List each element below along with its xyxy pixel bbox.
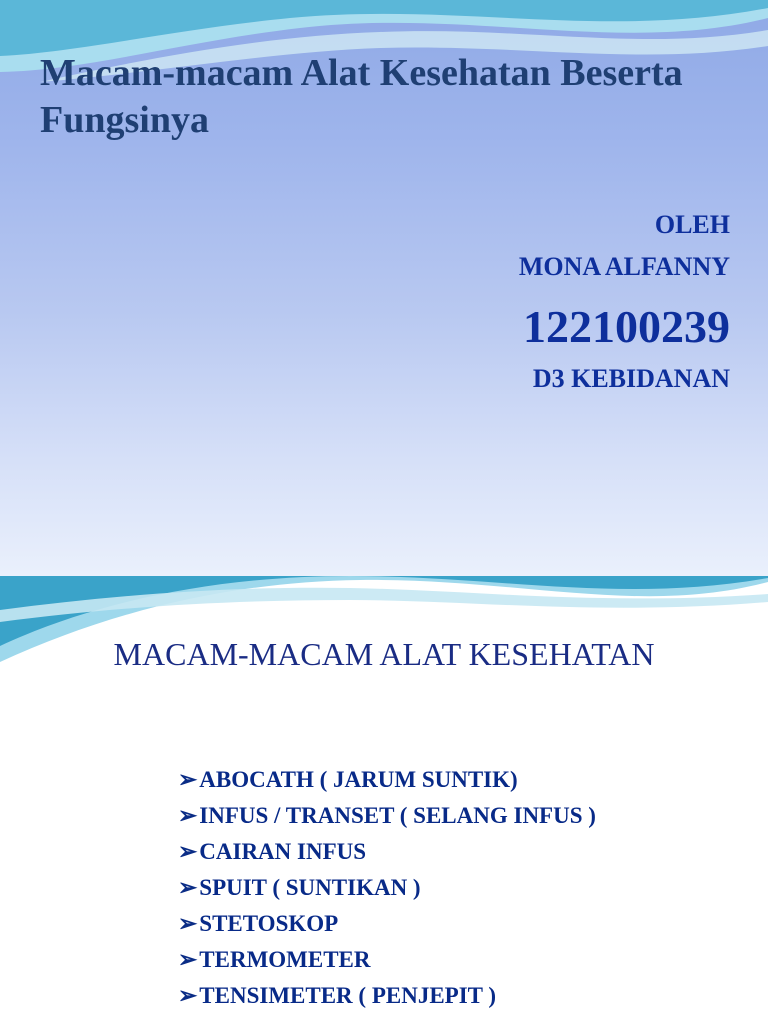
study-program: D3 KEBIDANAN <box>532 364 730 393</box>
presentation-title: Macam-macam Alat Kesehatan Beserta Fungsinya <box>40 52 683 141</box>
arrow-bullet-icon: ➢ <box>178 803 198 828</box>
list-item <box>178 762 596 798</box>
list-heading: MACAM-MACAM ALAT KESEHATAN <box>113 636 655 672</box>
arrow-bullet-icon: ➢ <box>178 911 198 936</box>
list-slide <box>0 576 768 1024</box>
arrow-bullet-icon: ➢ <box>178 983 198 1008</box>
list-item <box>178 870 596 906</box>
list-item-label: TENSIMETER ( PENJEPIT ) <box>199 983 496 1008</box>
list-item <box>178 942 596 978</box>
list-item-label: INFUS / TRANSET ( SELANG INFUS ) <box>199 803 596 828</box>
list-item <box>178 834 596 870</box>
list-item-label: TERMOMETER <box>199 947 371 972</box>
equipment-list <box>178 762 596 1014</box>
arrow-bullet-icon: ➢ <box>178 839 198 864</box>
list-item-label: CAIRAN INFUS <box>199 839 367 864</box>
student-number: 122100239 <box>523 301 730 352</box>
arrow-bullet-icon: ➢ <box>178 875 198 900</box>
list-item-label: ABOCATH ( JARUM SUNTIK) <box>199 767 518 792</box>
author-prefix: OLEH <box>654 210 730 239</box>
list-item <box>178 978 596 1014</box>
author-name: MONA ALFANNY <box>518 252 730 281</box>
list-item <box>178 906 596 942</box>
list-item-label: STETOSKOP <box>199 911 339 936</box>
list-item-label: SPUIT ( SUNTIKAN ) <box>199 875 421 900</box>
arrow-bullet-icon: ➢ <box>178 767 198 792</box>
arrow-bullet-icon: ➢ <box>178 947 198 972</box>
list-item <box>178 798 596 834</box>
